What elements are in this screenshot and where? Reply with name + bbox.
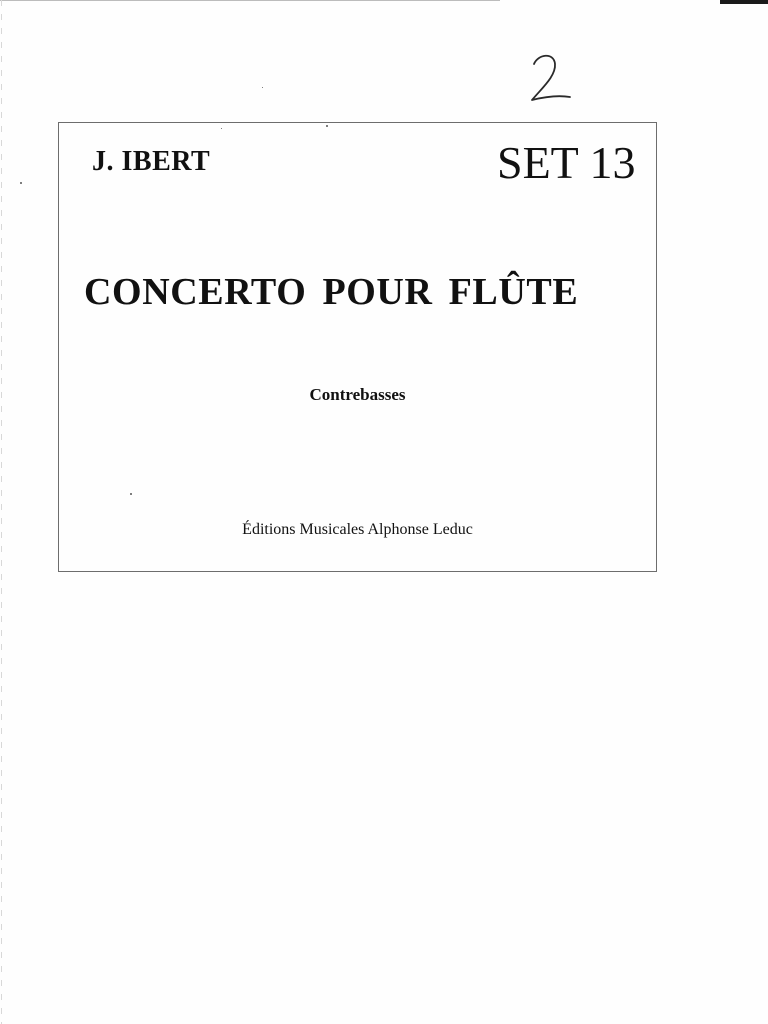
scan-speck xyxy=(262,87,263,88)
scan-artifact-left-edge xyxy=(1,0,2,1024)
scan-artifact-corner xyxy=(720,0,768,4)
title-frame xyxy=(58,122,657,572)
publisher-name: Éditions Musicales Alphonse Leduc xyxy=(242,521,473,538)
work-title: CONCERTO POUR FLÛTE xyxy=(84,271,579,313)
scan-artifact-top-line xyxy=(0,0,500,1)
instrument-part: Contrebasses xyxy=(309,385,406,404)
handwritten-page-number xyxy=(528,50,572,106)
composer-name: J. IBERT xyxy=(92,146,211,177)
set-number: SET 13 xyxy=(497,137,636,188)
handwritten-two-glyph xyxy=(528,50,572,106)
scan-speck xyxy=(20,182,22,184)
